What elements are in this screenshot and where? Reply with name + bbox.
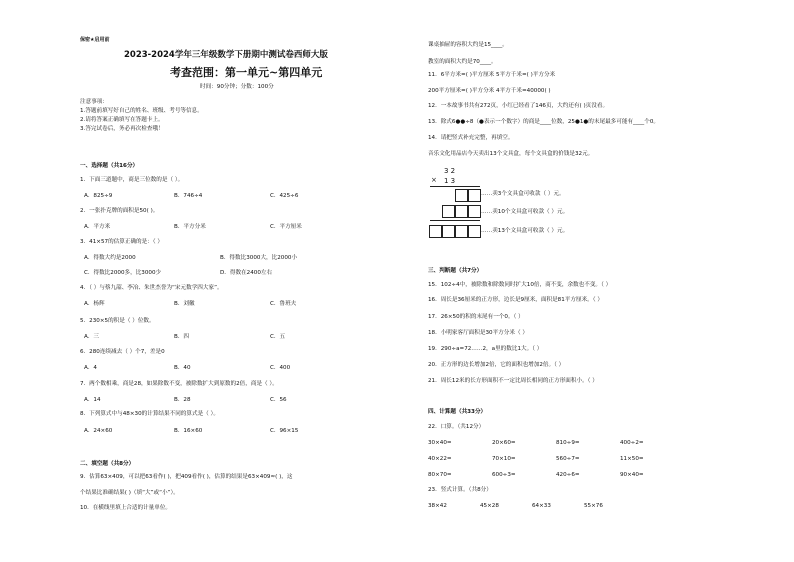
option-a[interactable]: A．24×60 — [84, 428, 113, 434]
question-1: 1．下面三道题中，商是三位数的是（ ）。 — [80, 177, 184, 183]
multiplicand: 3 2 — [444, 167, 456, 175]
option-b[interactable]: B．平方分米 — [174, 224, 206, 230]
judgement-item: 17．26×50的积的末尾有一个0。（ ） — [428, 314, 524, 320]
notes-heading: 注意事项： — [80, 99, 108, 105]
answer-box[interactable] — [455, 205, 468, 218]
question-13: 13．除式6●●÷8（●表示一个数字）的商是____位数，25●1●的末尾最多可能有____个0。 — [428, 119, 659, 125]
answer-box[interactable] — [468, 225, 481, 238]
secret-label: 保密★启用前 — [80, 37, 110, 43]
question-5: 5．230×5的积是（ ）位数。 — [80, 318, 155, 324]
question-10-b: 教室的面积大约是70____。 — [428, 59, 497, 65]
judgement-item: 20．正方形的边长增加2倍，它的面积也增加2倍。（ ） — [428, 362, 565, 368]
section3-heading: 三、判断题（共7分） — [428, 268, 483, 274]
note-item: 3.答完试卷后，务必再次检查哦！ — [80, 126, 164, 132]
question-10: 10．在横线里填上合适的计量单位。 — [80, 505, 172, 511]
oral-item: 11×50= — [620, 456, 644, 462]
oral-item: 90×40= — [620, 472, 644, 478]
exam-scope: 考查范围：第一单元~第四单元 — [170, 66, 323, 79]
option-b[interactable]: B．28 — [174, 397, 191, 403]
oral-item: 40×22= — [428, 456, 452, 462]
section2-heading: 二、填空题（共8分） — [80, 461, 135, 467]
vertical-rule — [430, 186, 480, 187]
judgement-item: 15．102÷4中，被除数和除数同时扩大10倍，商不变，余数也不变。（ ） — [428, 282, 612, 288]
option-c[interactable]: C．五 — [270, 334, 286, 340]
product-row-1: ……卖3个文具盒可收款（ ）元。 — [481, 191, 565, 197]
option-c[interactable]: C．得数比2000多，比3000少 — [84, 270, 162, 276]
oral-item: 420÷6= — [556, 472, 580, 478]
option-a[interactable]: A．得数大约是2000 — [84, 255, 136, 261]
question-4: 4．（ ）与蔡九韶、李冶、朱世杰誉为“宋元数学四大家”。 — [80, 285, 223, 291]
vertical-rule — [430, 220, 480, 221]
question-11-line2: 200平方厘米=( )平方分米 4平方千米=40000( ) — [428, 88, 551, 94]
oral-item: 810÷9= — [556, 440, 580, 446]
time-score: 时间：90分钟；分数：100分 — [200, 84, 274, 90]
question-9-line1: 9．估算63×409，可以把63看作( )，把409看作( )，估算的结果是63×409≈( )，这 — [80, 474, 293, 480]
oral-item: 560÷7= — [556, 456, 580, 462]
option-b[interactable]: B．刘徽 — [174, 301, 195, 307]
answer-box[interactable] — [429, 225, 442, 238]
question-11-line1: 11．6平方米=( )平方厘米 5平方千米=( )平方分米 — [428, 72, 556, 78]
option-b[interactable]: B．得数比3000大，比2000小 — [220, 255, 298, 261]
option-a[interactable]: A．平方米 — [84, 224, 111, 230]
answer-box[interactable] — [455, 225, 468, 238]
question-23: 23．竖式计算。（共8分） — [428, 487, 492, 493]
answer-box[interactable] — [442, 225, 455, 238]
option-c[interactable]: C．鲁班夫 — [270, 301, 297, 307]
oral-item: 600÷3= — [492, 472, 516, 478]
oral-item: 400÷2= — [620, 440, 644, 446]
option-a[interactable]: A．14 — [84, 397, 101, 403]
option-c[interactable]: C．425÷6 — [270, 193, 299, 199]
note-item: 2.请将答案正确填写在答题卡上。 — [80, 117, 164, 123]
note-item: 1.答题前填写好自己的姓名、班级、考号等信息。 — [80, 108, 203, 114]
question-22: 22．口算。（共12分） — [428, 424, 485, 430]
page-title: 2023-2024学年三年级数学下册期中测试卷西师大版 — [124, 50, 328, 60]
multiplier: 1 3 — [444, 177, 456, 185]
question-10-a: 课桌抽屉的容积大约是15____。 — [428, 42, 508, 48]
answer-box[interactable] — [468, 205, 481, 218]
judgement-item: 21．周长12米的长方形面积不一定比周长相同的正方形面积小。（ ） — [428, 378, 598, 384]
section1-heading: 一、选择题（共16分） — [80, 163, 139, 169]
judgement-item: 19．290÷a=72……2，a里的数比1大。（ ） — [428, 346, 543, 352]
question-7: 7．两个数相乘，商是28，如果除数不变，被除数扩大到原数的2倍，商是（ ）。 — [80, 381, 278, 387]
answer-box[interactable] — [468, 189, 481, 202]
question-12: 12．一本故事书共有272页，小红已经看了146页，大约还有( )页没看。 — [428, 103, 609, 109]
question-6: 6．280连续减去（ ）个7，差是0 — [80, 349, 165, 355]
oral-item: 70×10= — [492, 456, 516, 462]
vertical-calc-item: 45×28 — [480, 503, 499, 509]
question-2: 2．一张扑克牌的面积是50( )。 — [80, 208, 159, 214]
times-sign: × — [431, 176, 437, 184]
question-8: 8．下列算式中与48×30的计算结果不同的算式是（ ）。 — [80, 411, 219, 417]
option-d[interactable]: D．得数在2400左右 — [220, 270, 273, 276]
judgement-item: 16．周长是36厘米的正方形，边长是9厘米，面积是81平方厘米。（ ） — [428, 297, 603, 303]
option-b[interactable]: B．四 — [174, 334, 190, 340]
question-14: 14．请把竖式补充完整，再填空。 — [428, 135, 514, 141]
option-c[interactable]: C．96×15 — [270, 428, 299, 434]
oral-item: 80×70= — [428, 472, 452, 478]
question-14-description: 音乐文化用品店今天卖出13个文具盒，每个文具盒的价钱是32元。 — [428, 151, 594, 157]
question-3: 3．41×57的估算正确的是：（ ） — [80, 239, 163, 245]
product-row-3: ……卖13个文具盒可收款（ ）元。 — [481, 228, 569, 234]
option-c[interactable]: C．平方厘米 — [270, 224, 302, 230]
oral-item: 30×40= — [428, 440, 452, 446]
product-row-2: ……卖10个文具盒可收款（ ）元。 — [481, 209, 569, 215]
answer-box[interactable] — [455, 189, 468, 202]
answer-box[interactable] — [442, 205, 455, 218]
option-a[interactable]: A．4 — [84, 365, 97, 371]
option-b[interactable]: B．746÷4 — [174, 193, 203, 199]
option-b[interactable]: B．16×60 — [174, 428, 203, 434]
option-a[interactable]: A．三 — [84, 334, 100, 340]
option-b[interactable]: B．40 — [174, 365, 191, 371]
judgement-item: 18．小明家客厅面积是30平方分米（ ） — [428, 330, 528, 336]
question-9-line2: 个结果比准确结果( )（填“大”或“小”）。 — [80, 490, 179, 496]
section4-heading: 四、计算题（共33分） — [428, 409, 487, 415]
option-a[interactable]: A．杨辉 — [84, 301, 105, 307]
option-a[interactable]: A．825÷9 — [84, 193, 113, 199]
vertical-calc-item: 64×33 — [532, 503, 551, 509]
vertical-calc-item: 55×76 — [584, 503, 603, 509]
option-c[interactable]: C．400 — [270, 365, 291, 371]
oral-item: 20×60= — [492, 440, 516, 446]
option-c[interactable]: C．56 — [270, 397, 287, 403]
vertical-calc-item: 38×42 — [428, 503, 447, 509]
